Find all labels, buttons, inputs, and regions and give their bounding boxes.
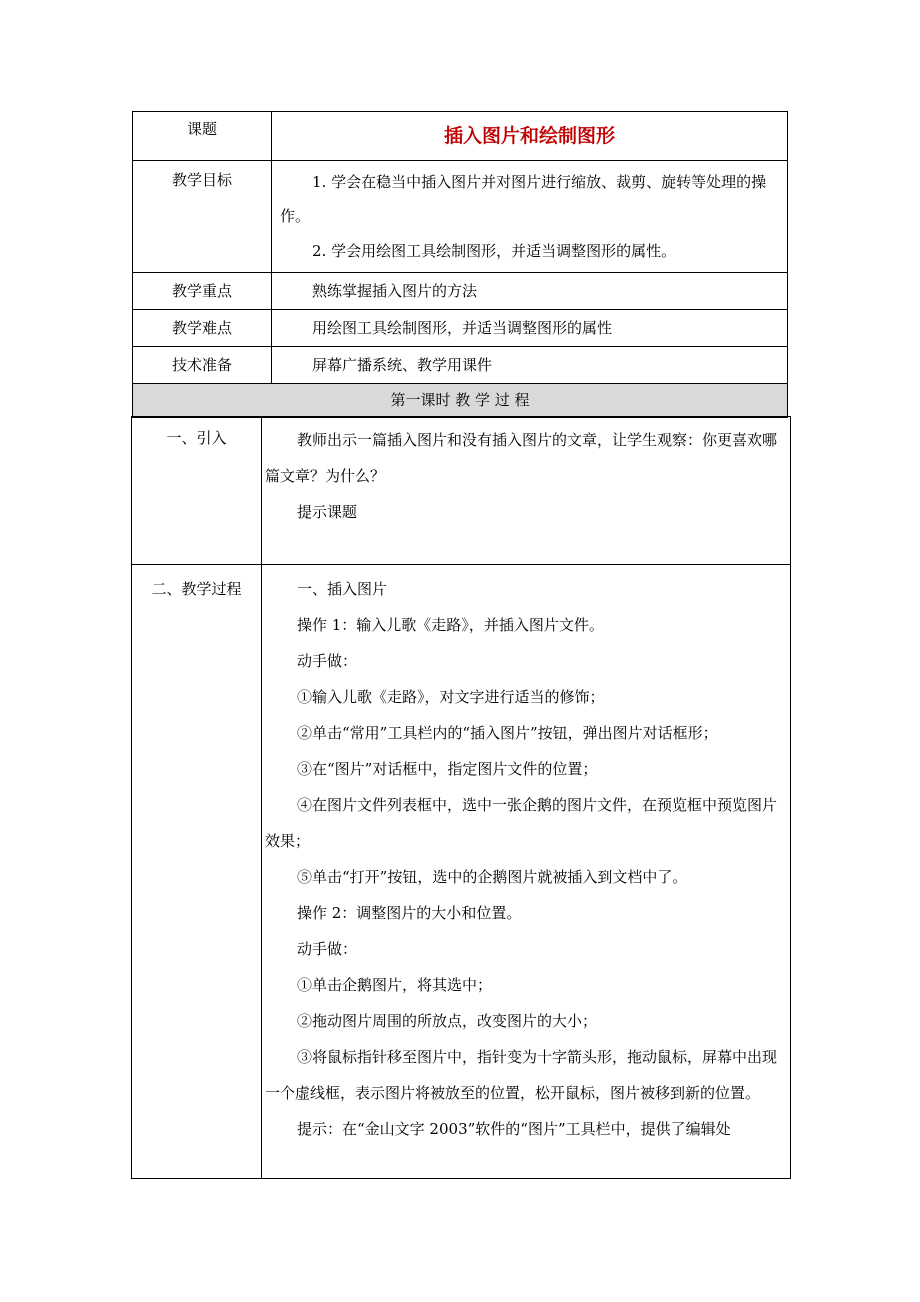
process-line: 一、插入图片 xyxy=(297,580,388,598)
goal-content-cell xyxy=(272,161,788,273)
process-line: 动手做： xyxy=(297,940,358,958)
process-line: ③将鼠标指针移至图片中，指针变为十字箭头形，拖动鼠标，屏幕中出现一个虚线框，表示图片将被放至的位置，松开鼠标，图片被移到新的位置。 xyxy=(265,1048,778,1102)
process-line: 提示：在“金山文字 2003”软件的“图片”工具栏中，提供了编辑处 xyxy=(297,1120,731,1138)
process-line: 动手做： xyxy=(297,652,358,670)
process-line: ①输入儿歌《走路》，对文字进行适当的修饰； xyxy=(297,688,605,706)
lesson-info-table xyxy=(132,111,788,418)
difficulty-label: 教学难点 xyxy=(171,319,232,337)
topic-label: 课题 xyxy=(186,120,217,138)
topic-title: 插入图片和绘制图形 xyxy=(443,125,615,147)
process-line: 操作 2：调整图片的大小和位置。 xyxy=(297,904,522,922)
topic-title-cell xyxy=(272,112,788,161)
difficulty-label-cell xyxy=(133,310,272,347)
process-line: ③在“图片”对话框中，指定图片文件的位置； xyxy=(297,760,598,778)
process-label-cell xyxy=(132,565,262,1179)
intro-hint: 提示课题 xyxy=(297,503,358,521)
tech-label: 技术准备 xyxy=(171,356,232,374)
focus-content-cell xyxy=(272,273,788,310)
intro-label-cell xyxy=(132,417,262,565)
difficulty-content-cell xyxy=(272,310,788,347)
goal-item-2: 2. 学会用绘图工具绘制图形，并适当调整图形的属性。 xyxy=(312,242,677,260)
process-label: 二、教学过程 xyxy=(151,580,242,598)
process-line: ②拖动图片周围的所放点，改变图片的大小； xyxy=(297,1012,598,1030)
tech-text: 屏幕广播系统、教学用课件 xyxy=(312,356,493,374)
focus-label: 教学重点 xyxy=(171,282,232,300)
section-header: 第一课时 教 学 过 程 xyxy=(390,391,530,409)
section-header-cell xyxy=(133,384,788,418)
intro-paragraph: 教师出示一篇插入图片和没有插入图片的文章，让学生观察：你更喜欢哪篇文章？为什么？ xyxy=(265,431,778,485)
process-line: ①单击企鹅图片，将其选中； xyxy=(297,976,493,994)
process-line: ④在图片文件列表框中，选中一张企鹅的图片文件，在预览框中预览图片效果； xyxy=(265,796,778,850)
focus-text: 熟练掌握插入图片的方法 xyxy=(312,282,478,300)
tech-label-cell xyxy=(133,347,272,384)
difficulty-text: 用绘图工具绘制图形，并适当调整图形的属性 xyxy=(312,319,613,337)
intro-label: 一、引入 xyxy=(166,429,227,447)
teaching-process-table xyxy=(131,416,791,1179)
intro-content-cell xyxy=(262,417,791,565)
focus-label-cell xyxy=(133,273,272,310)
process-line: ②单击“常用”工具栏内的“插入图片”按钮，弹出图片对话框形； xyxy=(297,724,718,742)
process-content-cell xyxy=(262,565,791,1179)
topic-label-cell xyxy=(133,112,272,161)
process-line: ⑤单击“打开”按钮，选中的企鹅图片就被插入到文档中了。 xyxy=(297,868,688,886)
tech-content-cell xyxy=(272,347,788,384)
goal-item-1: 1. 学会在稳当中插入图片并对图片进行缩放、裁剪、旋转等处理的操作。 xyxy=(280,173,767,225)
goal-label-cell xyxy=(133,161,272,273)
goal-label: 教学目标 xyxy=(171,171,232,189)
process-line: 操作 1：输入儿歌《走路》，并插入图片文件。 xyxy=(297,616,604,634)
